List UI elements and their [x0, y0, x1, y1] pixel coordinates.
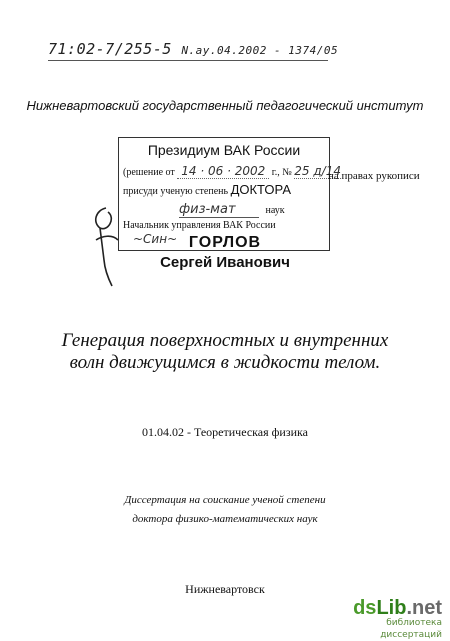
rights-note: на правах рукописи	[328, 170, 420, 182]
stamp-chief: Начальник управления ВАК России	[123, 220, 276, 231]
stamp-title: Президиум ВАК России	[147, 142, 301, 158]
dissertation-line2: доктора физико-математических наук	[132, 513, 318, 525]
city: Нижневартовск	[185, 582, 265, 596]
handwritten-header	[48, 40, 338, 58]
header-code-hand: N.ay.04.2002 - 1374/05	[181, 44, 339, 57]
watermark-brand	[332, 599, 442, 617]
chief-signature: ~Син~	[133, 232, 178, 246]
author-name: Сергей Иванович	[160, 254, 290, 271]
brand-lib: Lib	[376, 597, 407, 619]
thesis-title-line2: волн движущимся в жидкости телом.	[69, 352, 381, 373]
brand-net: .net	[406, 597, 442, 619]
dslib-watermark	[332, 597, 442, 640]
field-hand: физ-мат	[179, 202, 259, 218]
decision-date: 14 · 06 · 2002	[177, 164, 269, 179]
stamp-awarded	[123, 182, 291, 197]
dissertation-line1: Диссертация на соискание ученой степени	[124, 494, 326, 506]
brand-ds: ds	[353, 597, 377, 619]
header-underline	[48, 60, 328, 61]
degree-label: ДОКТОРА	[230, 182, 291, 197]
watermark-caption: библиотека диссертаций	[380, 618, 442, 640]
stamp-field	[179, 202, 285, 218]
decision-mid: г., №	[271, 167, 292, 178]
header-code: 71:02-7/255-5	[48, 40, 172, 58]
awarded-prefix: присуди ученую степень	[123, 186, 229, 197]
decision-prefix: (решение от	[123, 167, 175, 178]
decision-number: 25 д/14	[294, 164, 341, 178]
thesis-title-line1: Генерация поверхностных и внутренних	[61, 330, 389, 351]
institute-name: Нижневартовский государственный педагогический институт	[26, 98, 424, 113]
sciences-label: наук	[265, 205, 285, 216]
stamp-decision	[123, 164, 341, 178]
author-surname: ГОРЛОВ	[188, 234, 262, 251]
specialty: 01.04.02 - Теоретическая физика	[141, 425, 308, 439]
